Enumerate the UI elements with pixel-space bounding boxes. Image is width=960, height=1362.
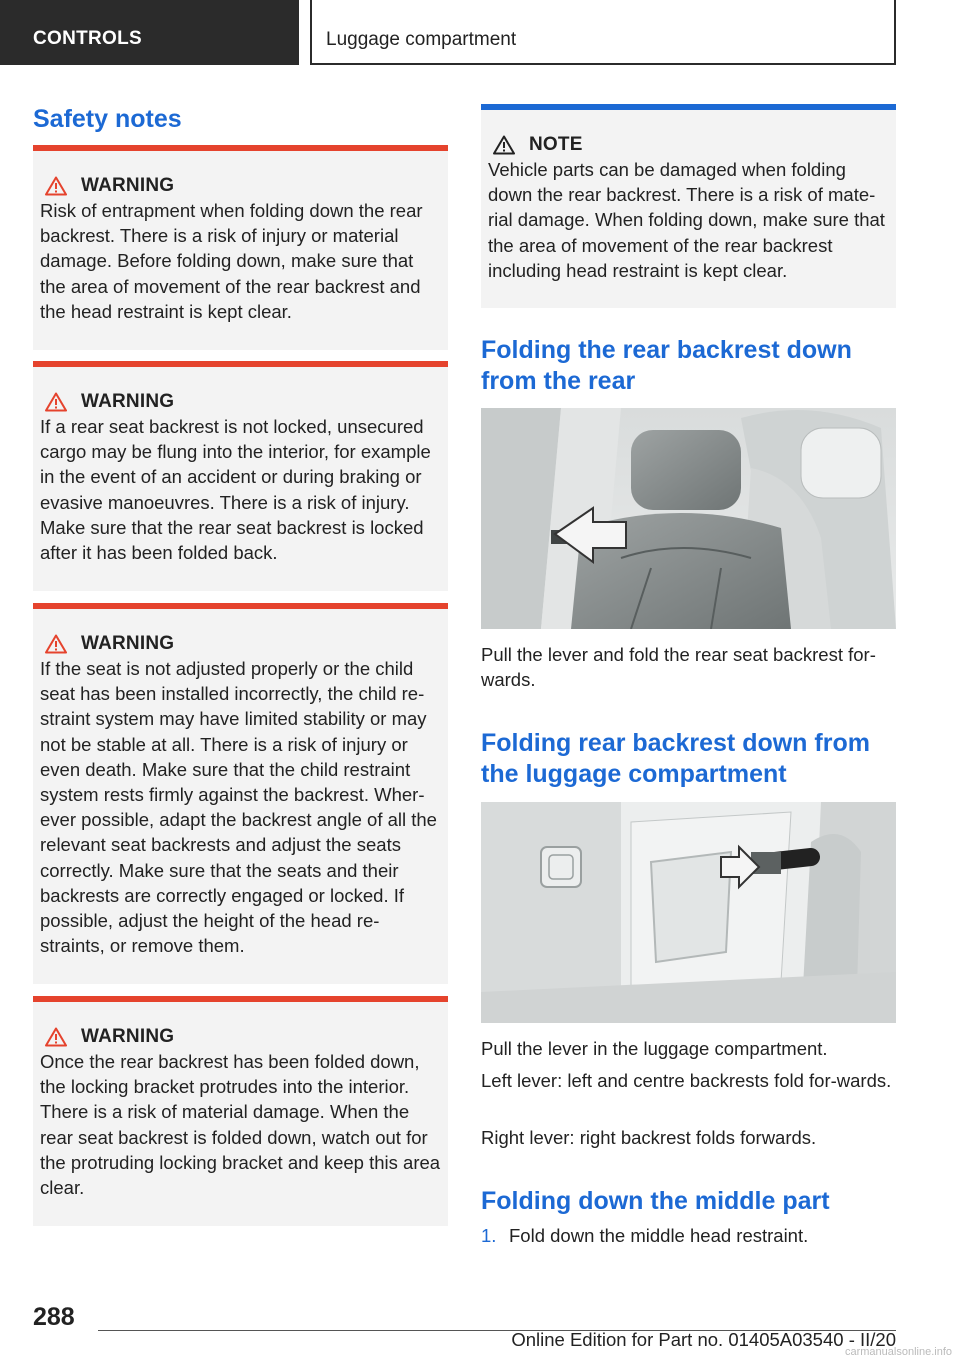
warning-title-text: WARNING xyxy=(81,633,175,654)
warning-box-2 xyxy=(33,361,448,591)
warning-title-text: WARNING xyxy=(81,391,175,412)
warning-triangle-icon xyxy=(45,176,67,196)
warning-box-3 xyxy=(33,603,448,984)
section-heading-luggage: Folding rear backrest down from the luggage compartment xyxy=(481,729,870,788)
luggage-lever-illustration xyxy=(481,802,896,1023)
warning-text: If the seat is not adjusted properly or the child seat has been installed incorrectly, the child re‐straint system may have limited stability or may not be stable at all. There is a risk of injury or even death. Make sure that the child restraint system rests firmly against the backrest. Wher‐ever possible, adapt the backrest angle of all the relevant seat backrests and adjust the seats correctly. Make sure that the seats and their backrests are correctly engaged or locked. If possible, adjust the height of the head re‐straints, or remove them. xyxy=(40,658,437,957)
safety-notes-heading: Safety notes xyxy=(33,105,182,133)
footer-edition: Online Edition for Part no. 01405A03540 - II/20 xyxy=(511,1329,896,1350)
warning-text: If a rear seat backrest is not locked, unsecured cargo may be flung into the interior, for example in the event of an accident or during braking or evasive manoeuvres. There is a risk of injury. Make sure that the rear seat backrest is locked after it has been folded back. xyxy=(40,416,431,564)
warning-text: Once the rear backrest has been folded down, the locking bracket protrudes into the interior. There is a risk of material damage. When the rear seat backrest is folded down, watch out for the protruding locking bracket and keep this area clear. xyxy=(40,1051,441,1199)
warning-title xyxy=(45,173,174,199)
header-section-tab xyxy=(0,0,299,65)
section-heading-middle: Folding down the middle part xyxy=(481,1187,830,1215)
luggage-paragraph-1: Pull the lever in the luggage compartment. xyxy=(481,1038,828,1059)
caption-rear: Pull the lever and fold the rear seat backrest for‐wards. xyxy=(481,644,876,691)
warning-triangle-icon xyxy=(45,634,67,654)
warning-title xyxy=(45,631,174,657)
warning-triangle-icon xyxy=(45,392,67,412)
note-box xyxy=(481,104,896,308)
rear-backrest-illustration xyxy=(481,408,896,629)
note-title xyxy=(493,132,583,158)
note-triangle-icon xyxy=(493,135,515,155)
header-section-label: CONTROLS xyxy=(33,28,143,49)
page-number: 288 xyxy=(33,1303,75,1331)
warning-title xyxy=(45,389,174,415)
warning-title-text: WARNING xyxy=(81,175,175,196)
warning-box-1 xyxy=(33,145,448,350)
warning-triangle-icon xyxy=(45,1027,67,1047)
watermark: carmanualsonline.info xyxy=(844,1346,952,1358)
luggage-paragraph-3: Right lever: right backrest folds forwards. xyxy=(481,1127,817,1148)
section-heading-rear: Folding the rear backrest down from the rear xyxy=(481,336,852,395)
luggage-paragraph-2: Left lever: left and centre backrests fold for‐wards. xyxy=(481,1070,892,1091)
warning-box-4 xyxy=(33,996,448,1226)
warning-text: Risk of entrapment when folding down the rear backrest. There is a risk of injury or material damage. Before folding down, make sure that the area of movement of the rear backrest and the head restraint is kept clear. xyxy=(40,200,423,322)
note-title-text: NOTE xyxy=(529,134,583,155)
step-number: 1. xyxy=(481,1225,497,1246)
step-text: Fold down the middle head restraint. xyxy=(509,1225,809,1246)
header-chapter-box xyxy=(310,0,896,65)
header-chapter-label: Luggage compartment xyxy=(326,29,517,50)
step-item xyxy=(481,1223,896,1248)
warning-title-text: WARNING xyxy=(81,1026,175,1047)
note-text: Vehicle parts can be damaged when folding down the rear backrest. There is a risk of mate‐rial damage. When folding down, make sure that the area of movement of the rear backrest including head restraint is kept clear. xyxy=(488,159,885,281)
warning-title xyxy=(45,1024,174,1050)
